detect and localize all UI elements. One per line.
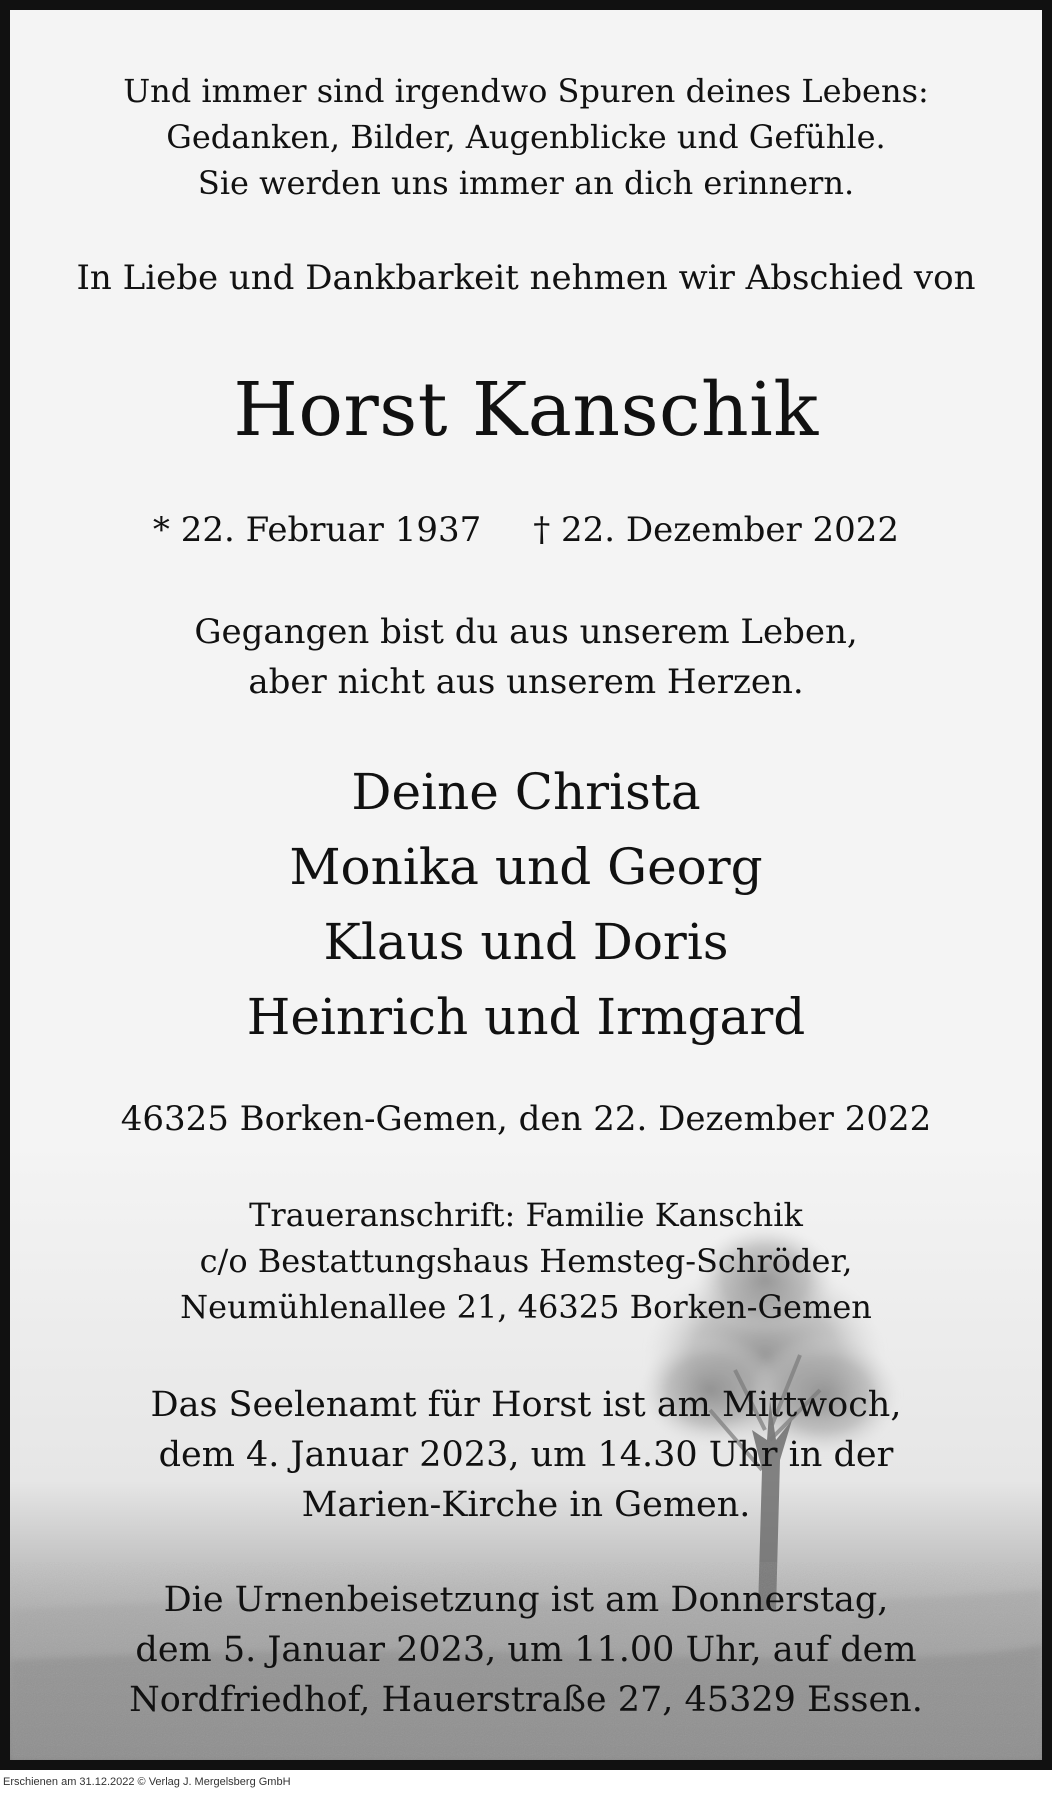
mourner-name: Deine Christa: [351, 763, 701, 821]
mourners-list: [10, 755, 1042, 1055]
farewell-verse: [10, 607, 1042, 707]
farewell-intro: In Liebe und Dankbarkeit nehmen wir Abschied von: [76, 258, 976, 298]
requiem-mass-notice: [10, 1380, 1042, 1530]
address-line: Neumühlenallee 21, 46325 Borken-Gemen: [180, 1288, 872, 1326]
urn-burial-notice: [10, 1575, 1042, 1725]
burial-line: dem 5. Januar 2023, um 11.00 Uhr, auf dem: [135, 1630, 917, 1670]
poem-line: Sie werden uns immer an dich erinnern.: [197, 164, 855, 202]
mourner-name: Klaus und Doris: [323, 913, 729, 971]
address-line: c/o Bestattungshaus Hemsteg-Schröder,: [199, 1242, 853, 1280]
birth-date: * 22. Februar 1937: [152, 510, 482, 550]
address-line: Traueranschrift: Familie Kanschik: [249, 1196, 803, 1234]
farewell-line: Gegangen bist du aus unserem Leben,: [194, 612, 858, 652]
mourner-name: Monika und Georg: [289, 838, 763, 896]
death-date: † 22. Dezember 2022: [533, 510, 900, 550]
place-and-date: 46325 Borken-Gemen, den 22. Dezember 2022: [120, 1099, 932, 1139]
mourner-name: Heinrich und Irmgard: [246, 988, 806, 1046]
burial-line: Nordfriedhof, Hauerstraße 27, 45329 Essen.: [129, 1680, 923, 1720]
poem-line: Und immer sind irgendwo Spuren deines Lebens:: [123, 72, 929, 110]
poem: [10, 68, 1042, 206]
farewell-line: aber nicht aus unserem Herzen.: [248, 662, 804, 702]
life-dates: [10, 507, 1042, 553]
mass-line: dem 4. Januar 2023, um 14.30 Uhr in der: [158, 1435, 894, 1475]
poem-line: Gedanken, Bilder, Augenblicke und Gefühle.: [166, 118, 886, 156]
mass-line: Das Seelenamt für Horst ist am Mittwoch,: [150, 1385, 902, 1425]
mourning-address: [10, 1192, 1042, 1330]
publication-credit: Erschienen am 31.12.2022 © Verlag J. Mergelsberg GmbH: [3, 1776, 291, 1788]
mass-line: Marien-Kirche in Gemen.: [301, 1485, 751, 1525]
deceased-name: Horst Kanschik: [233, 367, 819, 453]
burial-line: Die Urnenbeisetzung ist am Donnerstag,: [163, 1580, 889, 1620]
